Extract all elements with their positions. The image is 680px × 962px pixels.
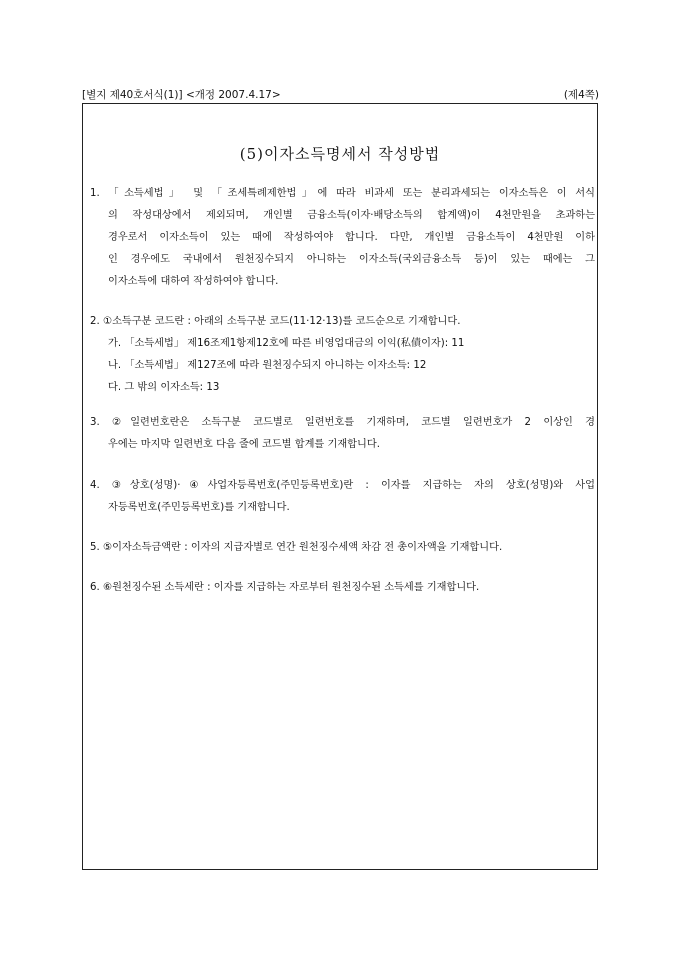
- instruction-line: 3. ②일련번호란은 소득구분 코드별로 일련번호를 기재하며, 코드별 일련번호가 2 이상인 경: [90, 417, 595, 428]
- instruction-line: 5. ⑤이자소득금액란 : 이자의 지급자별로 연간 원천징수세액 차감 전 총이자액을 기재합니다.: [90, 542, 503, 553]
- instruction-line: 우에는 마지막 일련번호 다음 줄에 코드별 합계를 기재합니다.: [108, 439, 380, 450]
- instruction-line: 자등록번호(주민등록번호)를 기재합니다.: [108, 502, 290, 513]
- page-number-label: (제4쪽): [563, 89, 599, 101]
- instruction-subline: 나. 「소득세법」 제127조에 따라 원천징수되지 아니하는 이자소득: 12: [108, 360, 427, 371]
- instruction-subline: 다. 그 밖의 이자소득: 13: [108, 382, 220, 393]
- instruction-line: 6. ⑥원천징수된 소득세란 : 이자를 지급하는 자로부터 원천징수된 소득세를 기재합니다.: [90, 582, 480, 593]
- instruction-line: 이자소득에 대하여 작성하여야 합니다.: [108, 276, 279, 287]
- form-id-label: [별지 제40호서식(1)] <개정 2007.4.17>: [82, 89, 281, 101]
- document-title: (5)이자소득명세서 작성방법: [239, 145, 441, 163]
- instruction-line: 경우로서 이자소득이 있는 때에 작성하여야 합니다. 다만, 개인별 금융소득이 4천만원 이하: [108, 232, 595, 243]
- instruction-line: 2. ①소득구분 코드란 : 아래의 소득구분 코드(11·12·13)를 코드순으로 기재합니다.: [90, 316, 461, 327]
- instruction-line: 1. 「소득세법」 및 「조세특례제한법」에 따라 비과세 또는 분리과세되는 이자소득은 이 서식: [90, 188, 595, 199]
- instruction-item-1: [90, 183, 595, 293]
- instruction-line: 4. ③상호(성명)·④사업자등록번호(주민등록번호)란 : 이자를 지급하는 자의 상호(성명)와 사업: [90, 480, 595, 491]
- instruction-item-6: [90, 577, 595, 599]
- instruction-item-2: [90, 311, 595, 399]
- instruction-item-5: [90, 537, 595, 559]
- instruction-item-4: [90, 475, 595, 519]
- form-header: [82, 87, 599, 103]
- instruction-item-3: [90, 412, 595, 456]
- instruction-line: 인 경우에도 국내에서 원천징수되지 아니하는 이자소득(국외금융소득 등)이 있는 때에는 그: [108, 254, 595, 265]
- instruction-subline: 가. 「소득세법」 제16조제1항제12호에 따른 비영업대금의 이익(私債이자): 11: [108, 338, 465, 349]
- instruction-line: 의 작성대상에서 제외되며, 개인별 금융소득(이자·배당소득의 합계액)이 4천만원을 초과하는: [108, 210, 595, 221]
